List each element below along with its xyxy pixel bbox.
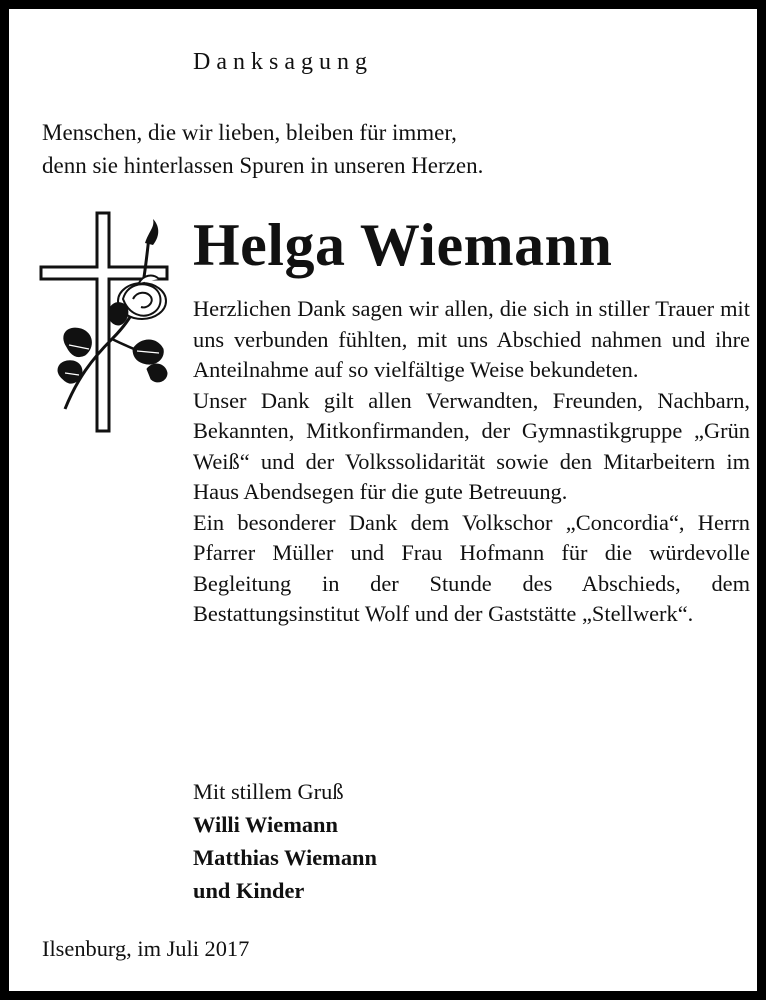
- deceased-name: Helga Wiemann: [193, 212, 613, 278]
- closing: [193, 775, 377, 907]
- motto: [42, 116, 483, 182]
- signatory: Matthias Wiemann: [193, 845, 377, 870]
- greeting: Mit stillem Gruß: [193, 779, 344, 804]
- place-date: Ilsenburg, im Juli 2017: [42, 936, 250, 961]
- signatory: und Kinder: [193, 878, 305, 903]
- notice-body: [193, 294, 750, 630]
- motto-line: denn sie hinterlassen Spuren in unseren Herzen.: [42, 153, 484, 178]
- motto-line: Menschen, die wir lieben, bleiben für immer,: [42, 120, 457, 145]
- body-paragraph: Unser Dank gilt allen Verwandten, Freunden, Nachbarn, Bekannten, Mitkonfirmanden, der Gymnastikgruppe „Grün Weiß“ und der Volkssolidarität sowie den Mitarbeitern im Haus Abendsegen für die gute Betreuung.: [193, 387, 750, 504]
- body-paragraph: Herzlichen Dank sagen wir allen, die sich in stiller Trauer mit uns verbunden fühlten, mit uns Abschied nahmen und ihre Anteilnahme auf so vielfältige Weise bekundeten.: [193, 296, 750, 382]
- cross-with-rose-icon: [37, 209, 177, 439]
- notice-heading: Danksagung: [193, 49, 373, 75]
- body-paragraph: Ein besonderer Dank dem Volkschor „Concordia“, Herrn Pfarrer Müller und Frau Hofmann für die würdevolle Begleitung in der Stunde des Abschieds, dem Bestattungsinstitut Wolf und der Gaststätte „Stellwerk“.: [193, 509, 750, 626]
- signatory: Willi Wiemann: [193, 812, 338, 837]
